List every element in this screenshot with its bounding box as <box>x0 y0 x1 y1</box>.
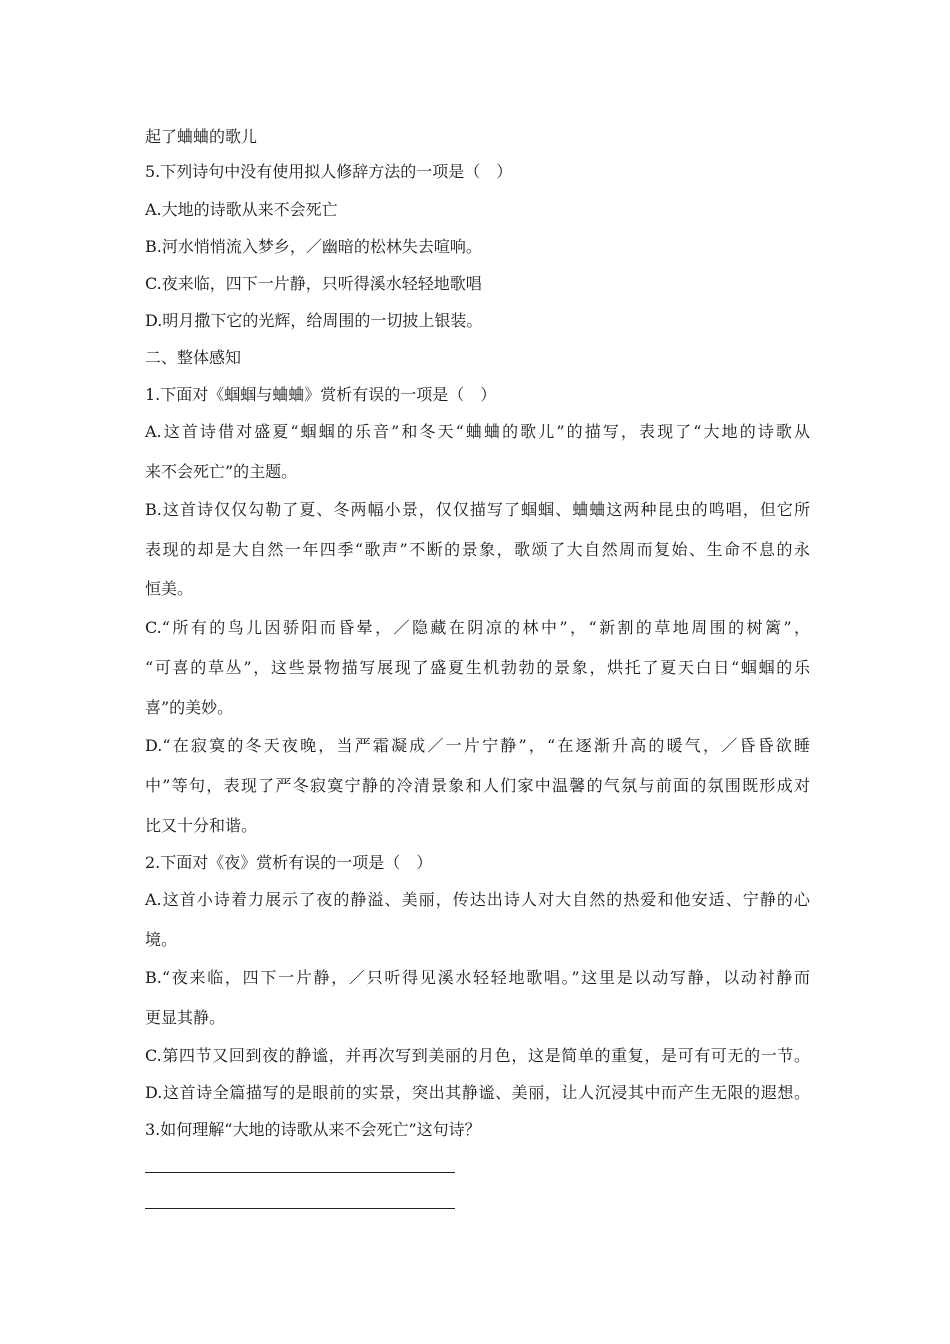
option-c-cont: 喜”的美妙。 <box>145 698 234 717</box>
question-5: 5.下列诗句中没有使用拟人修辞方法的一项是（ ） <box>145 162 513 181</box>
answer-blank-line[interactable] <box>145 1208 455 1209</box>
option-b: B.“夜来临，四下一片静，／只听得见溪水轻轻地歌唱。”这里是以动写静，以动衬静而 <box>145 968 810 987</box>
option-b-cont: 更显其静。 <box>145 1008 226 1027</box>
option-d-cont: 中”等句，表现了严冬寂寞宁静的冷清景象和人们家中温馨的气氛与前面的氛围既形成对 <box>145 776 810 795</box>
option-b: B.河水悄悄流入梦乡，／幽暗的松林失去喧响。 <box>145 237 482 256</box>
option-b-cont: 表现的却是大自然一年四季“歌声”不断的景象，歌颂了大自然周而复始、生命不息的永 <box>145 540 810 559</box>
text-line: 起了蛐蛐的歌儿 <box>145 127 258 146</box>
option-d: D.明月撒下它的光辉，给周围的一切披上银装。 <box>145 311 483 330</box>
option-d-cont: 比又十分和谐。 <box>145 816 258 835</box>
option-b-cont: 恒美。 <box>145 579 194 598</box>
option-c-cont: “可喜的草丛”，这些景物描写展现了盛夏生机勃勃的景象，烘托了夏天白日“蝈蝈的乐 <box>145 658 810 677</box>
section-heading: 二、整体感知 <box>145 348 242 367</box>
option-a: A.这首小诗着力展示了夜的静溢、美丽，传达出诗人对大自然的热爱和他安适、宁静的心 <box>145 890 810 909</box>
option-d: D.“在寂寞的冬天夜晚，当严霜凝成／一片宁静”，“在逐渐升高的暖气，／昏昏欲睡 <box>145 736 810 755</box>
option-c: C.“所有的鸟儿因骄阳而昏晕，／隐藏在阴凉的林中”，“新割的草地周围的树篱”， <box>145 618 810 637</box>
question-3: 3.如何理解“大地的诗歌从来不会死亡”这句诗？ <box>145 1120 481 1139</box>
option-c: C.第四节又回到夜的静谧，并再次写到美丽的月色，这是简单的重复，是可有可无的一节。 <box>145 1046 810 1065</box>
answer-blank-line[interactable] <box>145 1172 455 1173</box>
question-2: 2.下面对《夜》赏析有误的一项是（ ） <box>145 853 433 872</box>
option-a: A.大地的诗歌从来不会死亡 <box>145 200 338 219</box>
option-a-cont: 来不会死亡”的主题。 <box>145 462 298 481</box>
option-a-cont: 境。 <box>145 930 178 949</box>
option-d: D.这首诗全篇描写的是眼前的实景，突出其静谧、美丽，让人沉浸其中而产生无限的遐想。 <box>145 1083 810 1102</box>
question-1: 1.下面对《蝈蝈与蛐蛐》赏析有误的一项是（ ） <box>145 385 497 404</box>
option-c: C.夜来临，四下一片静，只听得溪水轻轻地歌唱 <box>145 274 482 293</box>
option-b: B.这首诗仅仅勾勒了夏、冬两幅小景，仅仅描写了蝈蝈、蛐蛐这两种昆虫的鸣唱，但它所 <box>145 500 810 519</box>
option-a: A.这首诗借对盛夏“蝈蝈的乐音”和冬天“蛐蛐的歌儿”的描写，表现了“大地的诗歌从 <box>145 422 810 441</box>
